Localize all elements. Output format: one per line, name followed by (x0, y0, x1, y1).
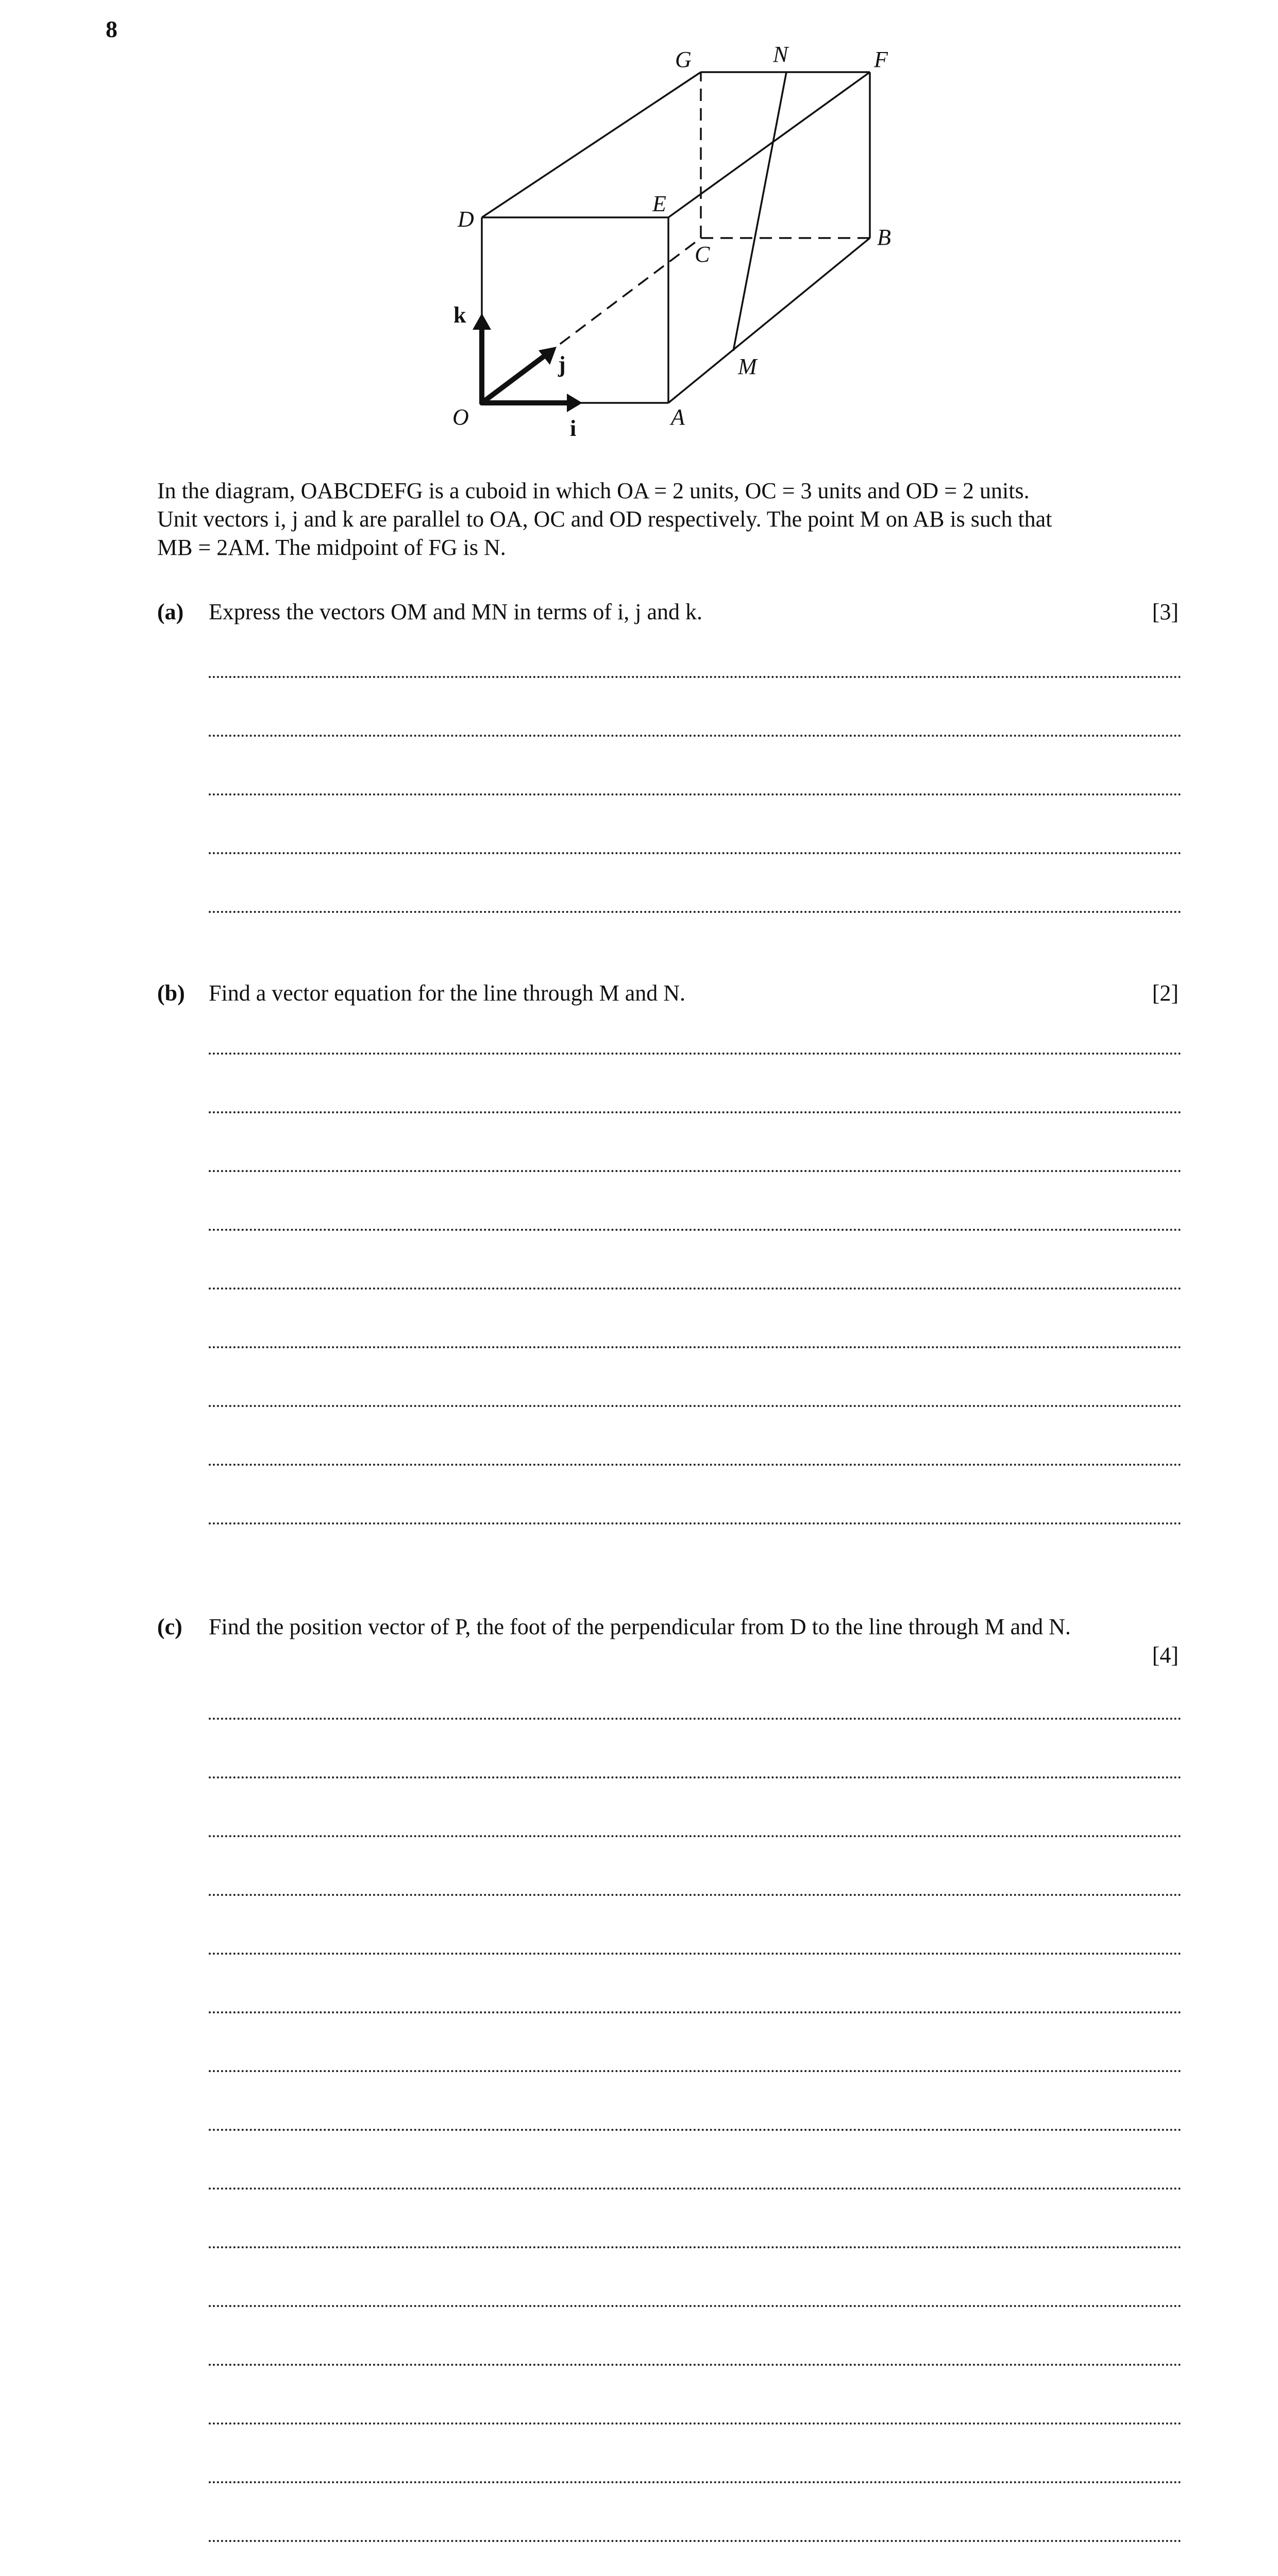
intro-line-1: In the diagram, OABCDEFG is a cuboid in which OA = 2 units, OC = 3 units and OD = 2 units. (157, 478, 1030, 503)
question-label: (b) (157, 980, 185, 1006)
arrowhead-k (473, 313, 491, 330)
answer-line[interactable] (209, 1894, 1182, 1896)
answer-line[interactable] (209, 1170, 1182, 1172)
label-A: A (671, 404, 685, 430)
answer-line[interactable] (209, 1464, 1182, 1466)
marks: [3] (1152, 599, 1179, 624)
page-number: 8 (106, 16, 117, 42)
answer-line[interactable] (209, 1718, 1182, 1720)
label-E: E (652, 191, 666, 216)
label-B: B (877, 225, 891, 250)
answer-line[interactable] (209, 2188, 1182, 2190)
answer-line[interactable] (209, 1346, 1182, 1348)
label-i: i (570, 416, 577, 441)
question-label: (a) (157, 599, 184, 624)
unit-vector-j-arrow (482, 353, 548, 403)
question-text: Find a vector equation for the line through M and N. (209, 980, 686, 1006)
edge-DG (482, 72, 701, 217)
edge-EF (668, 72, 870, 217)
label-F: F (874, 47, 888, 72)
cuboid-diagram (423, 36, 938, 448)
answer-line[interactable] (209, 2129, 1182, 2131)
arrowhead-i (567, 394, 582, 412)
answer-line[interactable] (209, 2070, 1182, 2072)
answer-line[interactable] (209, 1776, 1182, 1778)
label-M: M (738, 354, 757, 379)
answer-line[interactable] (209, 1522, 1182, 1524)
question-text: Express the vectors OM and MN in terms of i, j and k. (209, 599, 703, 624)
answer-line[interactable] (209, 1111, 1182, 1113)
answer-line[interactable] (209, 1053, 1182, 1055)
answer-line[interactable] (209, 2481, 1182, 2483)
intro-paragraph (157, 477, 1179, 562)
answer-line[interactable] (209, 2540, 1182, 2542)
answer-line[interactable] (209, 911, 1182, 913)
line-MN (733, 72, 786, 351)
answer-line[interactable] (209, 1405, 1182, 1407)
answer-line[interactable] (209, 852, 1182, 854)
answer-line[interactable] (209, 793, 1182, 795)
answer-line[interactable] (209, 676, 1182, 678)
answer-line[interactable] (209, 1229, 1182, 1231)
label-k: k (453, 302, 466, 328)
answer-line[interactable] (209, 1835, 1182, 1837)
marks: [2] (1152, 980, 1179, 1006)
answer-line[interactable] (209, 1953, 1182, 1955)
label-C: C (695, 242, 710, 267)
label-G: G (675, 47, 692, 72)
answer-line[interactable] (209, 2364, 1182, 2366)
answer-line[interactable] (209, 1287, 1182, 1290)
marks: [4] (1152, 1642, 1179, 1668)
answer-line[interactable] (209, 735, 1182, 737)
label-N: N (773, 42, 788, 67)
question-label: (c) (157, 1614, 182, 1639)
intro-line-3: MB = 2AM. The midpoint of FG is N. (157, 535, 506, 560)
label-j: j (558, 352, 566, 377)
answer-line[interactable] (209, 2422, 1182, 2425)
label-D: D (458, 207, 474, 232)
label-O: O (452, 404, 469, 430)
question-text: Find the position vector of P, the foot of the perpendicular from D to the line through M and N. (209, 1614, 1071, 1639)
answer-line[interactable] (209, 2305, 1182, 2307)
intro-line-2: Unit vectors i, j and k are parallel to OA, OC and OD respectively. The point M on AB is such that (157, 506, 1052, 532)
answer-line[interactable] (209, 2011, 1182, 2013)
answer-line[interactable] (209, 2246, 1182, 2248)
